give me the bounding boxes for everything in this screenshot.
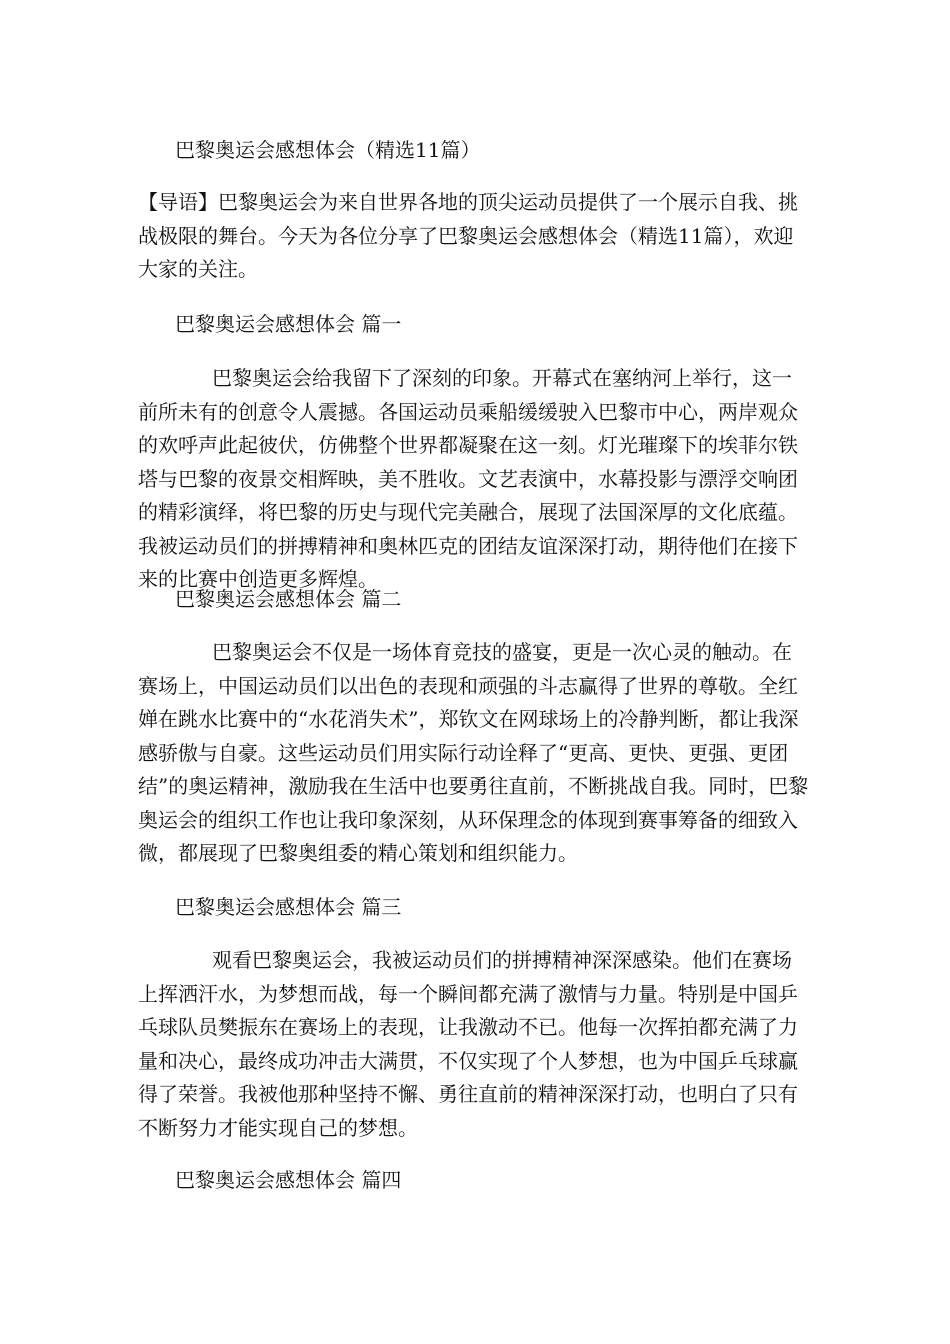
document-title: 巴黎奥运会感想体会（精选11篇） (175, 138, 481, 162)
intro-paragraph: 【导语】巴黎奥运会为来自世界各地的顶尖运动员提供了一个展示自我、挑战极限的舞台。今天为各位分享了巴黎奥运会感想体会（精选11篇），欢迎大家的关注。 (138, 190, 798, 281)
section-body-2: 巴黎奥运会不仅是一场体育竞技的盛宴，更是一次心灵的触动。在赛场上，中国运动员们以出色的表现和顽强的斗志赢得了世界的尊敬。全红婵在跳水比赛中的“水花消失术”，郑钦文在网球场上的冷静判断，都让我深感骄傲与自豪。这些运动员们用实际行动诠释了“更高、更快、更强、更团结”的奥运精神，激励我在生活中也要勇往直前，不断挑战自我。同时，巴黎奥运会的组织工作也让我印象深刻，从环保理念的体现到赛事筹备的细致入微，都展现了巴黎奥组委的精心策划和组织能力。 (138, 640, 809, 865)
section-body-1: 巴黎奥运会给我留下了深刻的印象。开幕式在塞纳河上举行，这一前所未有的创意令人震撼。各国运动员乘船缓缓驶入巴黎市中心，两岸观众的欢呼声此起彼伏，仿佛整个世界都凝聚在这一刻。灯光璀璨下的埃菲尔铁塔与巴黎的夜景交相辉映，美不胜收。文艺表演中，水幕投影与漂浮交响团的精彩演绎，将巴黎的历史与现代完美融合，展现了法国深厚的文化底蕴。我被运动员们的拼搏精神和奥林匹克的团结友谊深深打动，期待他们在接下来的比赛中创造更多辉煌。 (138, 366, 798, 591)
section-body-3: 观看巴黎奥运会，我被运动员们的拼搏精神深深感染。他们在赛场上挥洒汗水，为梦想而战，每一个瞬间都充满了激情与力量。特别是中国乒乓球队员樊振东在赛场上的表现，让我激动不已。他每一次挥拍都充满了力量和决心，最终成功冲击大满贯，不仅实现了个人梦想，也为中国乒乓球赢得了荣誉。我被他那种坚持不懈、勇往直前的精神深深打动，也明白了只有不断努力才能实现自己的梦想。 (138, 948, 798, 1140)
section-heading-1: 巴黎奥运会感想体会 篇一 (175, 312, 402, 336)
section-heading-2: 巴黎奥运会感想体会 篇二 (175, 587, 402, 611)
section-heading-4: 巴黎奥运会感想体会 篇四 (175, 1168, 402, 1192)
section-heading-3: 巴黎奥运会感想体会 篇三 (175, 895, 402, 919)
